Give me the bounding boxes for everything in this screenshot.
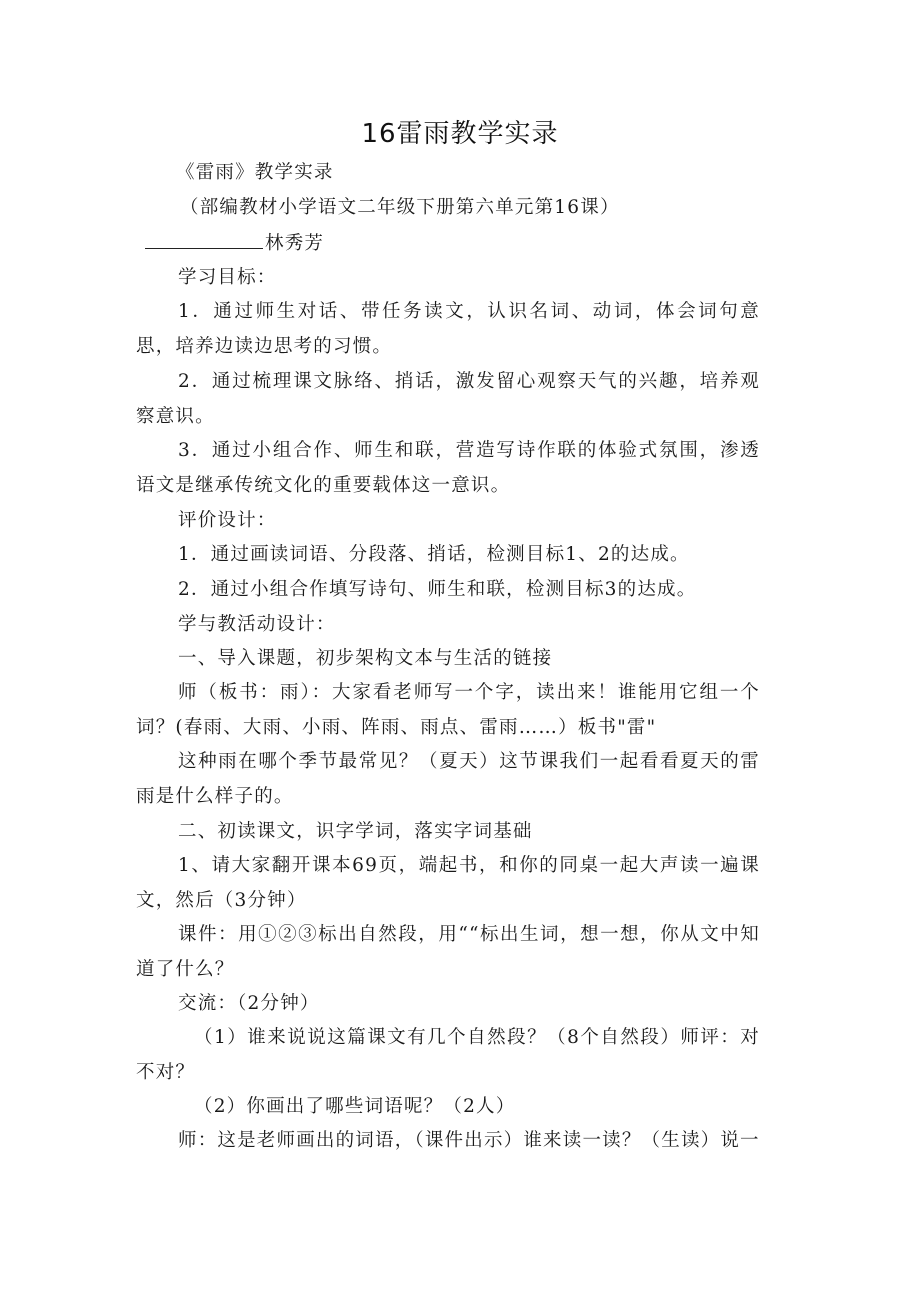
goal-1: 1．通过师生对话、带任务读文，认识名词、动词，体会词句意思，培养边读边思考的习惯。 [136,301,760,357]
eval-heading: 评价设计： [178,510,277,531]
paragraph-4: 课件：用①②③标出自然段，用““标出生词，想一想，你从文中知道了什么？ [136,924,760,980]
source-note: （部编教材小学语文二年级下册第六单元第16课） [180,197,620,218]
section-1-heading: 一、导入课题，初步架构文本与生活的链接 [178,648,553,669]
paragraph-1: 师（板书：雨）：大家看老师写一个字，读出来！谁能用它组一个词？(春雨、大雨、小雨、阵雨、雨点、雷雨……）板书"雷" [136,682,760,738]
paragraph-5: 交流：（2分钟） [178,993,320,1014]
eval-1: 1．通过画读词语、分段落、捎话，检测目标1、2的达成。 [178,544,690,565]
paragraph-8: 师：这是老师画出的词语，（课件出示）谁来读一读？（生读）说一 [178,1130,760,1151]
goals-heading: 学习目标： [178,267,277,288]
paragraph-2: 这种雨在哪个季节最常见？（夏天）这节课我们一起看看夏天的雷雨是什么样子的。 [136,751,760,807]
goal-2: 2．通过梳理课文脉络、捎话，激发留心观察天气的兴趣，培养观察意识。 [136,371,760,427]
activity-heading: 学与教活动设计： [178,614,336,635]
eval-2: 2．通过小组合作填写诗句、师生和联，检测目标3的达成。 [178,579,697,600]
author-name: 林秀芳 [265,233,325,254]
paragraph-3: 1、请大家翻开课本69页，端起书，和你的同桌一起大声读一遍课文，然后（3分钟） [136,855,760,911]
goal-3: 3．通过小组合作、师生和联，营造写诗作联的体验式氛围，渗透语文是继承传统文化的重要载体这一意识。 [136,440,760,496]
paragraph-6: （1）谁来说说这篇课文有几个自然段？（8个自然段）师评：对不对？ [136,1027,760,1083]
paragraph-7: （2）你画出了哪些词语呢？（2人） [194,1096,516,1117]
document-title: 16雷雨教学实录 [361,119,559,149]
section-2-heading: 二、初读课文，识字学词，落实字词基础 [178,821,533,842]
subtitle: 《雷雨》教学实录 [176,162,334,183]
author-underline [145,230,263,249]
author-line [145,230,324,257]
